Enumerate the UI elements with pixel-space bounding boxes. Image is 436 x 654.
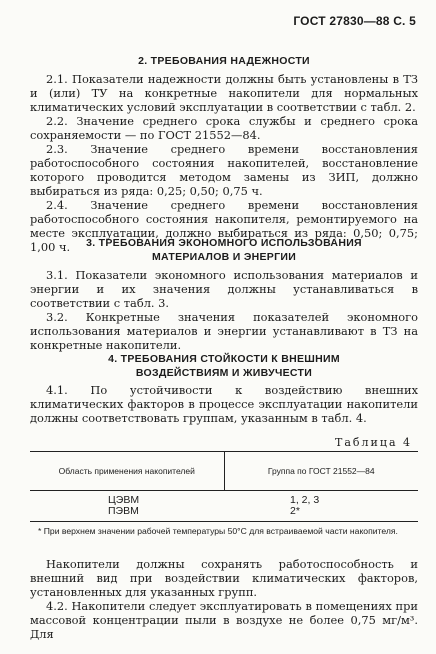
paragraph-2-2: 2.2. Значение среднего срока службы и среднего срока сохраняемости — по ГОСТ 21552—84. (30, 114, 418, 142)
section-3-heading-line-2: МАТЕРИАЛОВ И ЭНЕРГИИ (151, 251, 297, 263)
paragraph-3-2: 3.2. Конкретные значения показателей экономного использования материалов и энергии устанавливают в ТЗ на конкретные накопители. (30, 310, 418, 352)
paragraph-4-2: 4.2. Накопители следует эксплуатировать в помещениях при массовой концентрации пыли в воздухе не более 0,75 мг/м³. Для (30, 599, 418, 641)
page-header: ГОСТ 27830—88 С. 5 (293, 14, 416, 28)
section-4-heading (30, 352, 418, 380)
paragraph-2-4: 2.4. Значение среднего времени восстановления работоспособного состояния накопителя, ремонтируемого на месте эксплуатации, должно выбираться из ряда: 0,50; 0,75; 1,00 ч. (30, 198, 418, 254)
section-3-heading-line-1: 3. ТРЕБОВАНИЯ ЭКОНОМНОГО ИСПОЛЬЗОВАНИЯ (86, 237, 362, 249)
section-2-body (30, 72, 418, 254)
section-2-heading: 2. ТРЕБОВАНИЯ НАДЕЖНОСТИ (138, 55, 310, 67)
section-4-body (30, 383, 418, 425)
paragraph-2-3: 2.3. Значение среднего времени восстановления работоспособного состояния накопителей, восстановление которого проводится методом замены из ЗИП, должно выбираться из ряда: 0,25; 0,50; 0,75 ч. (30, 142, 418, 198)
table-4 (30, 451, 418, 522)
table-4-cell-application-area: ЦЭВМ ПЭВМ (108, 494, 140, 517)
table-4-footnote: * При верхнем значении рабочей температуры 50°С для встраиваемой части накопителя. (38, 526, 398, 536)
paragraph-2-1: 2.1. Показатели надежности должны быть установлены в ТЗ и (или) ТУ на конкретные накопители для нормальных климатических условий эксплуатации в соответствии с табл. 2. (30, 72, 418, 114)
section-4-heading-line-1: 4. ТРЕБОВАНИЯ СТОЙКОСТИ К ВНЕШНИМ (108, 353, 340, 365)
paragraph-after-table: Накопители должны сохранять работоспособность и внешний вид при воздействии климатических факторов, установленных для указанных групп. (30, 557, 418, 599)
table-4-header-application-area: Область применения накопителей (30, 452, 225, 490)
after-table-body (30, 557, 418, 641)
table-4-body-row (30, 491, 418, 521)
paragraph-3-1: 3.1. Показатели экономного использования материалов и энергии и их значения должны устанавливаться в соответствии с табл. 3. (30, 268, 418, 310)
table-4-caption: Таблица 4 (335, 436, 412, 449)
section-3-heading (30, 236, 418, 264)
section-3-body (30, 268, 418, 352)
table-4-cell-group: 1, 2, 3 2* (290, 494, 320, 517)
table-4-header-group: Группа по ГОСТ 21552—84 (267, 466, 375, 476)
table-4-header-row (30, 452, 418, 491)
section-4-heading-line-2: ВОЗДЕЙСТВИЯМ И ЖИВУЧЕСТИ (135, 367, 313, 379)
paragraph-4-1: 4.1. По устойчивости к воздействию внешних климатических факторов в процессе эксплуатации накопители должны соответствовать группам, указанным в табл. 4. (30, 383, 418, 425)
